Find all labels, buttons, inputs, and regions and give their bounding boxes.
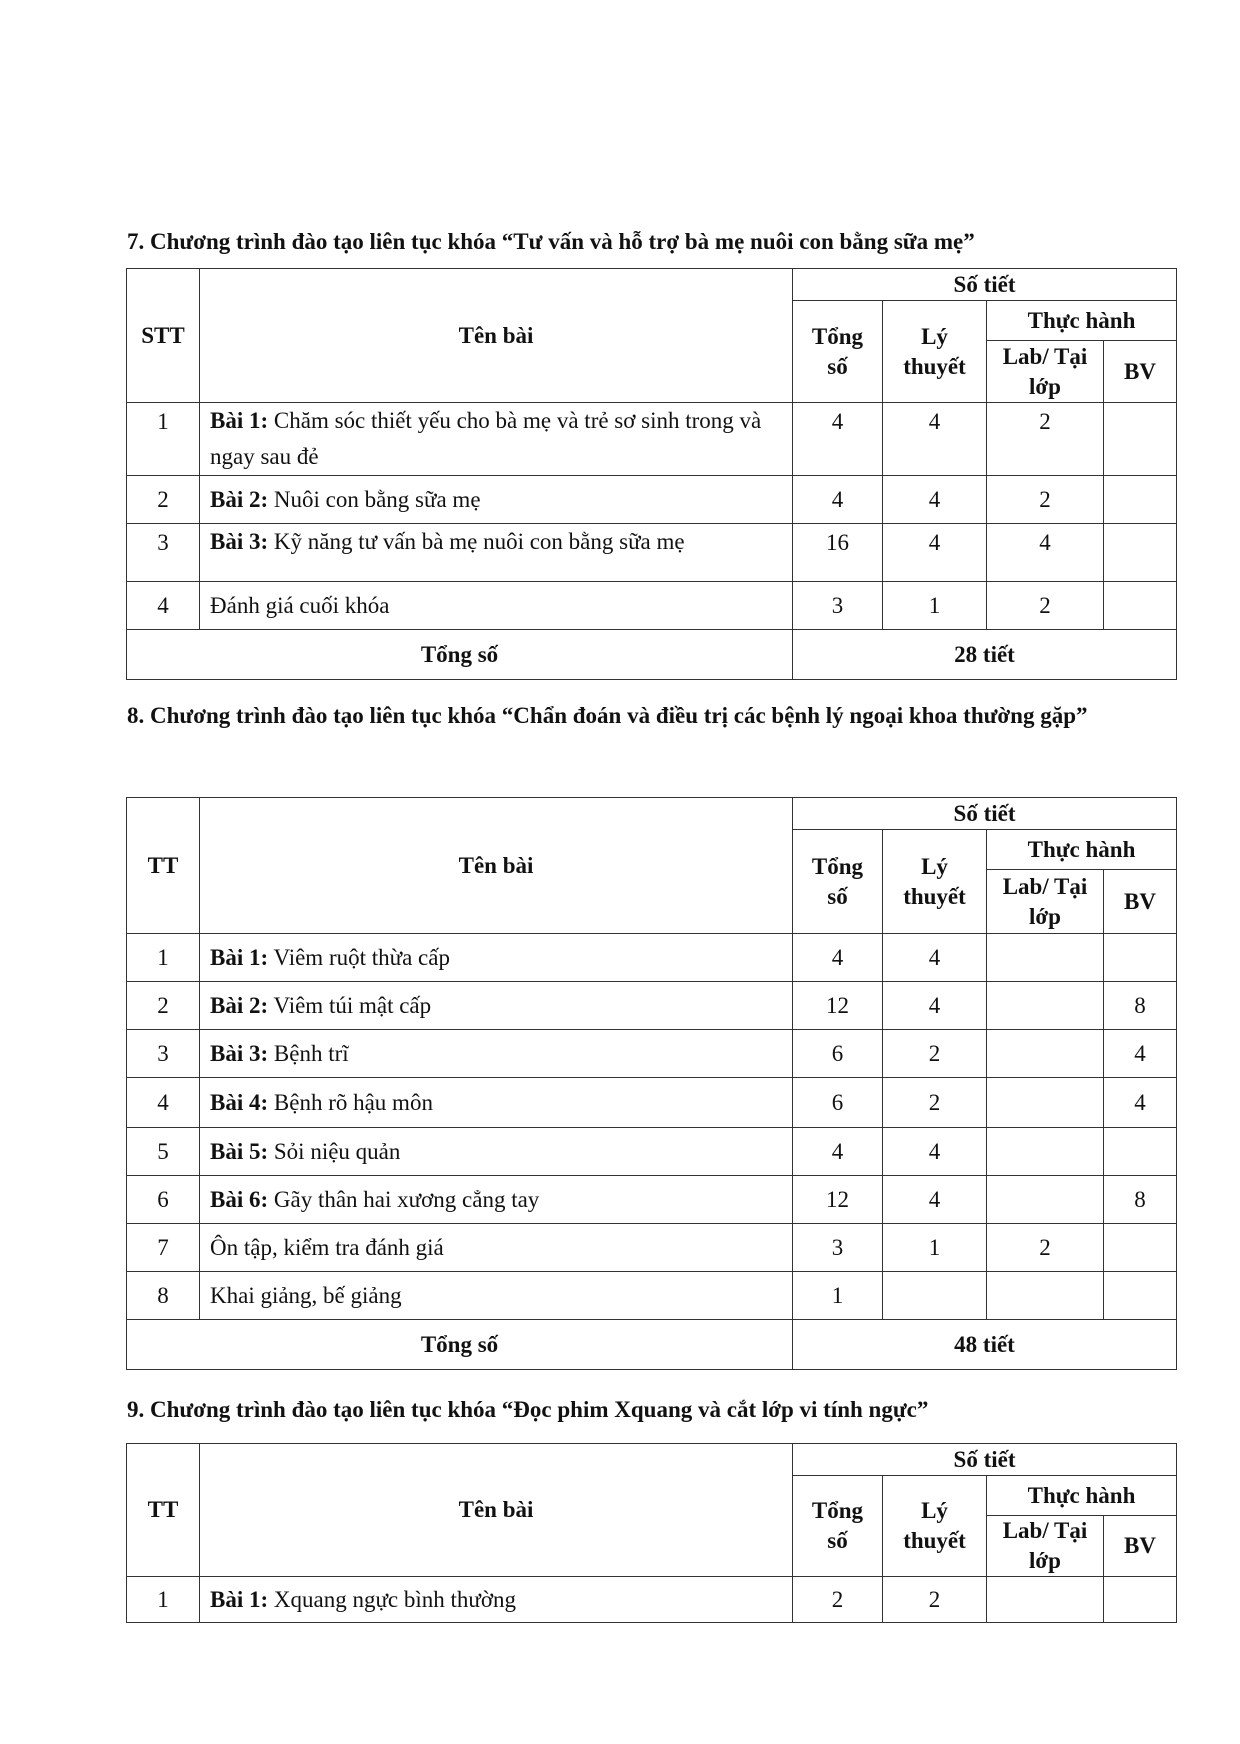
row-number: 4 bbox=[127, 1078, 200, 1128]
header-bv: BV bbox=[1104, 1516, 1177, 1577]
row-name: Bài 2: Nuôi con bằng sữa mẹ bbox=[200, 476, 793, 524]
table-row bbox=[127, 1030, 1177, 1078]
row-number: 3 bbox=[127, 524, 200, 582]
row-tong: 4 bbox=[793, 403, 883, 476]
header-thuc-hanh: Thực hành bbox=[987, 1476, 1177, 1516]
row-bv bbox=[1104, 1128, 1177, 1176]
row-tong: 4 bbox=[793, 934, 883, 982]
header-lab: Lab/ Tại lớp bbox=[987, 870, 1104, 934]
total-value: 48 tiết bbox=[793, 1320, 1177, 1370]
row-ly: 4 bbox=[883, 934, 987, 982]
course-table-7 bbox=[126, 268, 1177, 680]
row-number: 7 bbox=[127, 1224, 200, 1272]
total-label: Tổng số bbox=[127, 630, 793, 680]
row-ly: 4 bbox=[883, 403, 987, 476]
section-9-title: 9. Chương trình đào tạo liên tục khóa “Đọc phim Xquang và cắt lớp vi tính ngực” bbox=[127, 1397, 929, 1422]
row-tong: 3 bbox=[793, 1224, 883, 1272]
header-index: TT bbox=[127, 1444, 200, 1577]
row-tong: 1 bbox=[793, 1272, 883, 1320]
row-tong: 12 bbox=[793, 1176, 883, 1224]
row-number: 1 bbox=[127, 1577, 200, 1623]
row-bv: 4 bbox=[1104, 1078, 1177, 1128]
table-row bbox=[127, 582, 1177, 630]
header-name: Tên bài bbox=[200, 1444, 793, 1577]
header-ly-thuyet: Lý thuyết bbox=[883, 301, 987, 403]
row-lab bbox=[987, 1078, 1104, 1128]
table-row bbox=[127, 1128, 1177, 1176]
row-lab bbox=[987, 934, 1104, 982]
row-lab bbox=[987, 1030, 1104, 1078]
header-ly-thuyet: Lý thuyết bbox=[883, 830, 987, 934]
row-ly: 2 bbox=[883, 1030, 987, 1078]
table-row bbox=[127, 1176, 1177, 1224]
section-7-title: 7. Chương trình đào tạo liên tục khóa “Tư vấn và hỗ trợ bà mẹ nuôi con bằng sữa mẹ” bbox=[127, 229, 975, 254]
row-ly: 4 bbox=[883, 1128, 987, 1176]
course-table-9 bbox=[126, 1443, 1177, 1623]
table-row bbox=[127, 1224, 1177, 1272]
header-tong-so: Tổng số bbox=[793, 301, 883, 403]
row-number: 3 bbox=[127, 1030, 200, 1078]
row-number: 8 bbox=[127, 1272, 200, 1320]
row-bv bbox=[1104, 1577, 1177, 1623]
row-tong: 4 bbox=[793, 476, 883, 524]
header-index: STT bbox=[127, 269, 200, 403]
header-lab: Lab/ Tại lớp bbox=[987, 341, 1104, 403]
row-name: Bài 2: Viêm túi mật cấp bbox=[200, 982, 793, 1030]
header-thuc-hanh: Thực hành bbox=[987, 830, 1177, 870]
row-tong: 4 bbox=[793, 1128, 883, 1176]
table-row bbox=[127, 1272, 1177, 1320]
row-bv bbox=[1104, 524, 1177, 582]
row-name: Bài 3: Kỹ năng tư vấn bà mẹ nuôi con bằng sữa mẹ bbox=[200, 524, 793, 582]
row-ly bbox=[883, 1272, 987, 1320]
table-row bbox=[127, 403, 1177, 476]
row-bv bbox=[1104, 582, 1177, 630]
row-lab bbox=[987, 1272, 1104, 1320]
course-table-8 bbox=[126, 797, 1177, 1370]
header-so-tiet: Số tiết bbox=[793, 798, 1177, 830]
row-name: Bài 1: Viêm ruột thừa cấp bbox=[200, 934, 793, 982]
header-lab: Lab/ Tại lớp bbox=[987, 1516, 1104, 1577]
row-lab: 4 bbox=[987, 524, 1104, 582]
row-bv bbox=[1104, 403, 1177, 476]
row-number: 1 bbox=[127, 403, 200, 476]
row-tong: 12 bbox=[793, 982, 883, 1030]
total-label: Tổng số bbox=[127, 1320, 793, 1370]
row-name: Bài 6: Gãy thân hai xương cẳng tay bbox=[200, 1176, 793, 1224]
row-tong: 3 bbox=[793, 582, 883, 630]
row-lab bbox=[987, 1176, 1104, 1224]
row-number: 6 bbox=[127, 1176, 200, 1224]
row-name: Bài 4: Bệnh rõ hậu môn bbox=[200, 1078, 793, 1128]
header-tong-so: Tổng số bbox=[793, 830, 883, 934]
row-ly: 4 bbox=[883, 982, 987, 1030]
header-ly-thuyet: Lý thuyết bbox=[883, 1476, 987, 1577]
row-lab: 2 bbox=[987, 582, 1104, 630]
row-number: 1 bbox=[127, 934, 200, 982]
row-bv: 8 bbox=[1104, 982, 1177, 1030]
header-thuc-hanh: Thực hành bbox=[987, 301, 1177, 341]
row-name: Bài 1: Chăm sóc thiết yếu cho bà mẹ và trẻ sơ sinh trong và ngay sau đẻ bbox=[200, 403, 793, 476]
row-lab: 2 bbox=[987, 476, 1104, 524]
header-bv: BV bbox=[1104, 341, 1177, 403]
row-lab: 2 bbox=[987, 1224, 1104, 1272]
row-number: 5 bbox=[127, 1128, 200, 1176]
row-ly: 1 bbox=[883, 1224, 987, 1272]
row-lab bbox=[987, 982, 1104, 1030]
row-name: Khai giảng, bế giảng bbox=[200, 1272, 793, 1320]
row-tong: 6 bbox=[793, 1030, 883, 1078]
row-number: 2 bbox=[127, 476, 200, 524]
header-bv: BV bbox=[1104, 870, 1177, 934]
row-lab bbox=[987, 1577, 1104, 1623]
row-name: Ôn tập, kiểm tra đánh giá bbox=[200, 1224, 793, 1272]
row-bv bbox=[1104, 476, 1177, 524]
row-ly: 4 bbox=[883, 524, 987, 582]
total-value: 28 tiết bbox=[793, 630, 1177, 680]
row-ly: 2 bbox=[883, 1577, 987, 1623]
header-name: Tên bài bbox=[200, 269, 793, 403]
header-index: TT bbox=[127, 798, 200, 934]
header-so-tiet: Số tiết bbox=[793, 1444, 1177, 1476]
row-tong: 6 bbox=[793, 1078, 883, 1128]
header-tong-so: Tổng số bbox=[793, 1476, 883, 1577]
row-bv bbox=[1104, 1272, 1177, 1320]
row-number: 2 bbox=[127, 982, 200, 1030]
row-lab: 2 bbox=[987, 403, 1104, 476]
section-8-title: 8. Chương trình đào tạo liên tục khóa “Chẩn đoán và điều trị các bệnh lý ngoại khoa thường gặp” bbox=[127, 703, 1088, 728]
header-so-tiet: Số tiết bbox=[793, 269, 1177, 301]
row-bv: 4 bbox=[1104, 1030, 1177, 1078]
row-bv: 8 bbox=[1104, 1176, 1177, 1224]
row-number: 4 bbox=[127, 582, 200, 630]
row-tong: 16 bbox=[793, 524, 883, 582]
row-name: Bài 3: Bệnh trĩ bbox=[200, 1030, 793, 1078]
table-row bbox=[127, 982, 1177, 1030]
header-name: Tên bài bbox=[200, 798, 793, 934]
row-bv bbox=[1104, 1224, 1177, 1272]
row-ly: 4 bbox=[883, 1176, 987, 1224]
table-row bbox=[127, 1078, 1177, 1128]
row-ly: 1 bbox=[883, 582, 987, 630]
total-row bbox=[127, 630, 1177, 680]
table-row bbox=[127, 476, 1177, 524]
row-ly: 4 bbox=[883, 476, 987, 524]
row-bv bbox=[1104, 934, 1177, 982]
row-name: Đánh giá cuối khóa bbox=[200, 582, 793, 630]
table-row bbox=[127, 1577, 1177, 1623]
row-name: Bài 1: Xquang ngực bình thường bbox=[200, 1577, 793, 1623]
row-lab bbox=[987, 1128, 1104, 1176]
row-name: Bài 5: Sỏi niệu quản bbox=[200, 1128, 793, 1176]
table-row bbox=[127, 934, 1177, 982]
table-row bbox=[127, 524, 1177, 582]
row-ly: 2 bbox=[883, 1078, 987, 1128]
row-tong: 2 bbox=[793, 1577, 883, 1623]
total-row bbox=[127, 1320, 1177, 1370]
